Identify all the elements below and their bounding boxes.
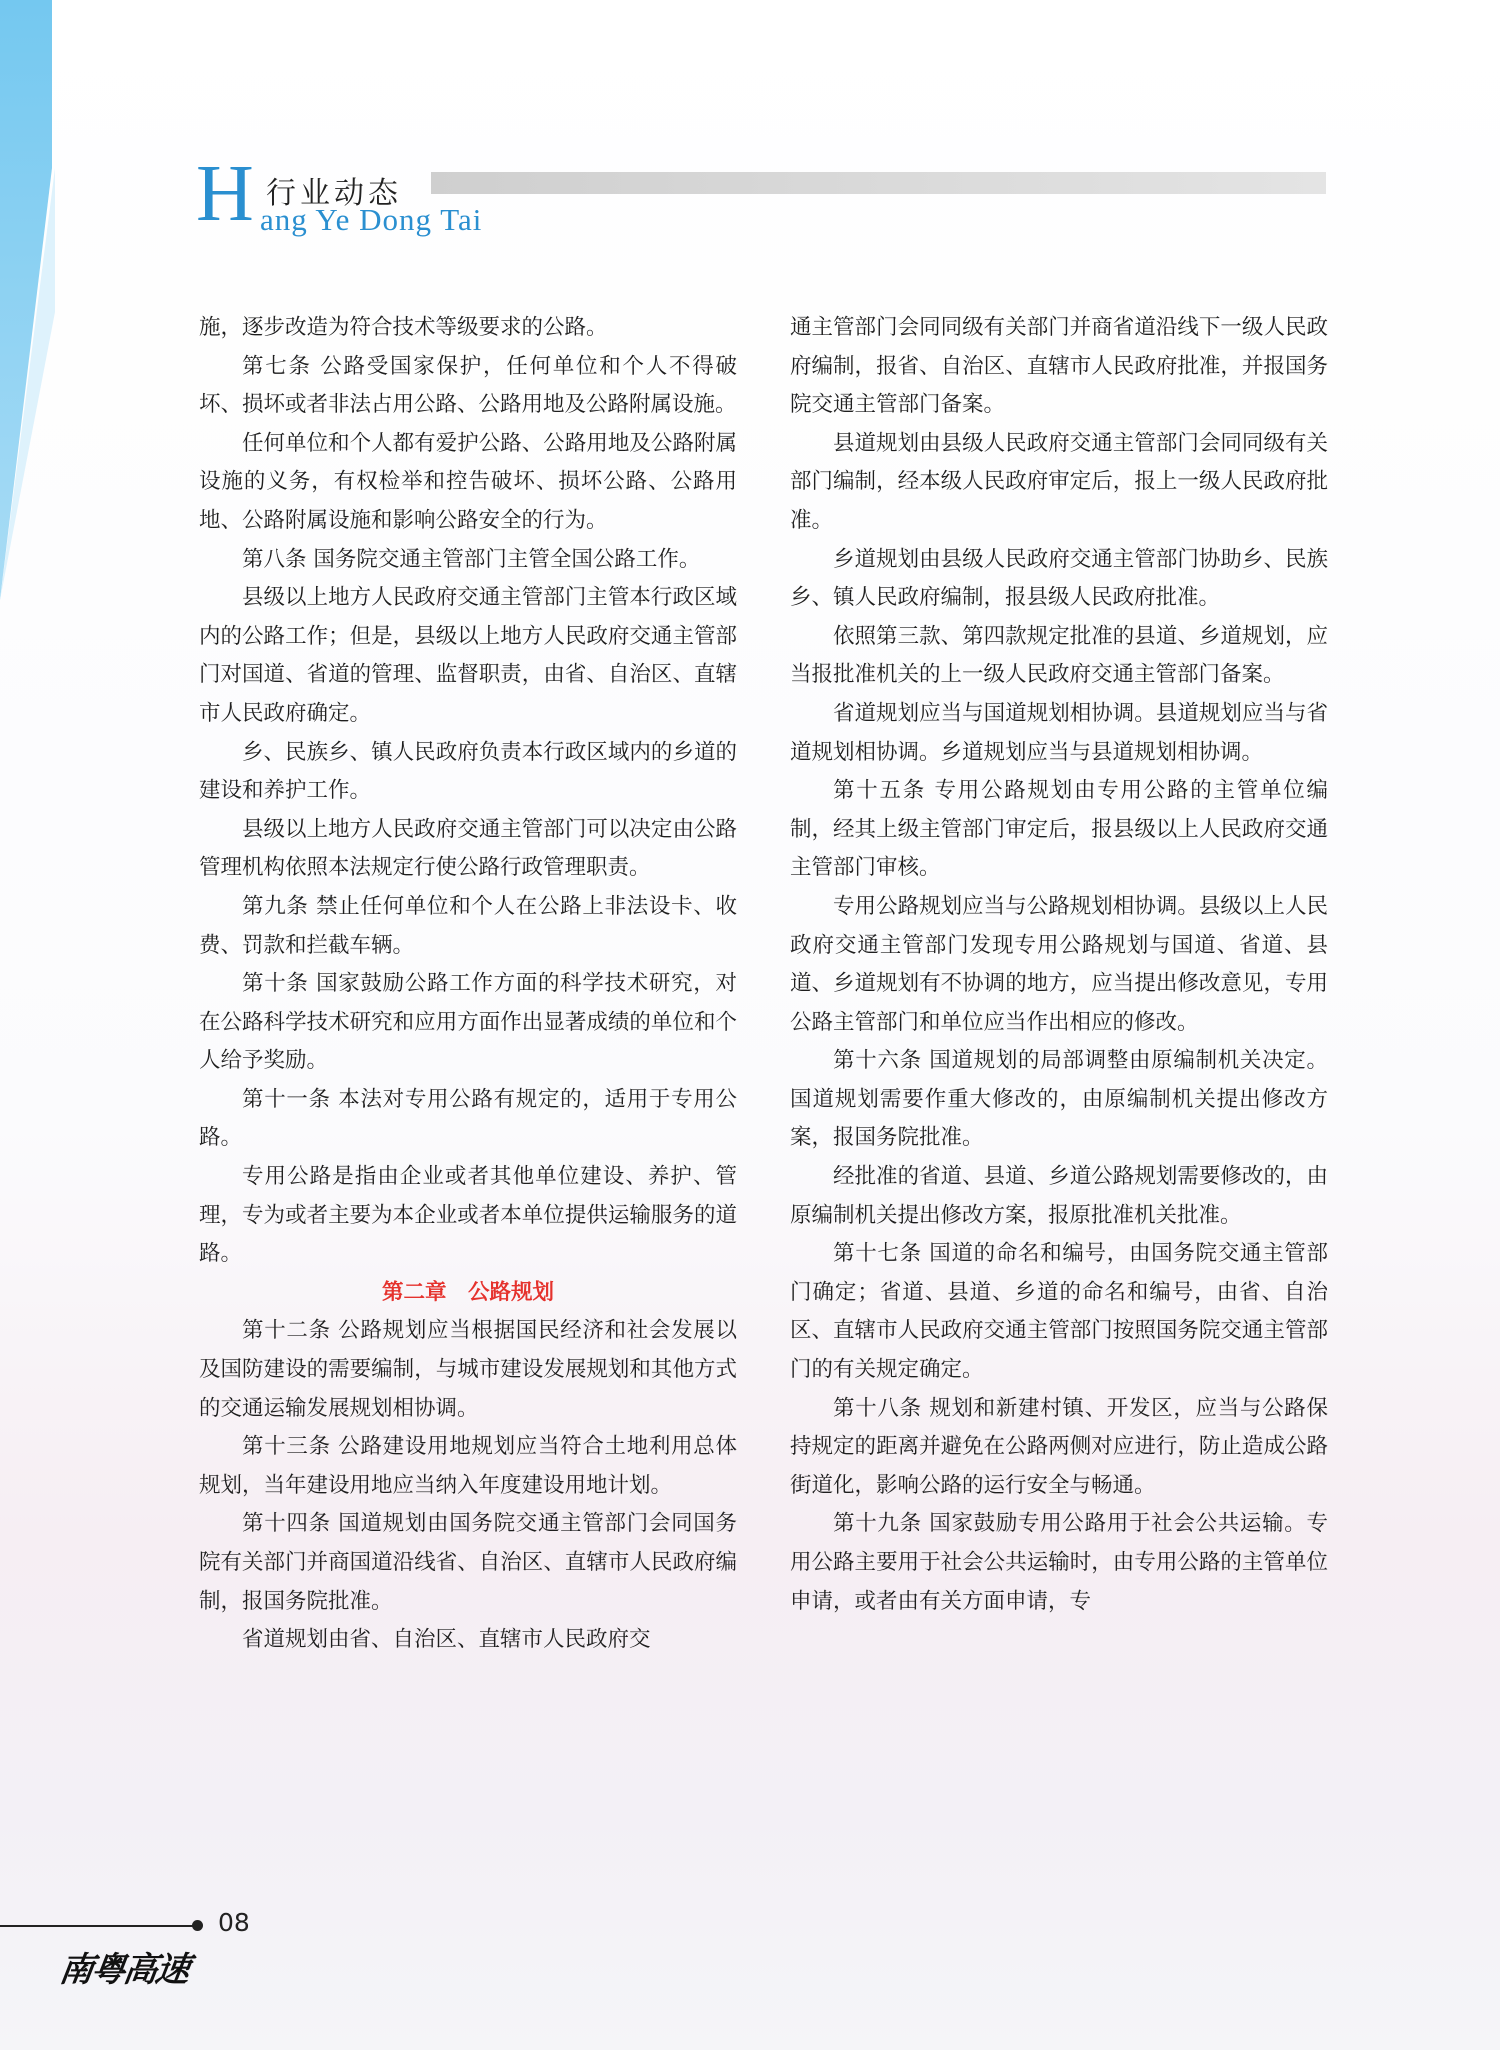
page-number: 08 [218, 1908, 250, 1937]
paragraph: 乡道规划由县级人民政府交通主管部门协助乡、民族乡、镇人民政府编制，报县级人民政府批准。 [790, 546, 1328, 611]
paragraph: 经批准的省道、县道、乡道公路规划需要修改的，由原编制机关提出修改方案，报原批准机关批准。 [790, 1164, 1328, 1228]
paragraph: 第十八条 规划和新建村镇、开发区，应当与公路保持规定的距离并避免在公路两侧对应进行，防止造成公路街道化，影响公路的运行安全与畅通。 [790, 1395, 1328, 1498]
paragraph: 乡、民族乡、镇人民政府负责本行政区域内的乡道的建设和养护工作。 [199, 739, 737, 804]
header-bar [431, 172, 1326, 194]
paragraph: 第十六条 国道规划的局部调整由原编制机关决定。国道规划需要作重大修改的，由原编制机关提出修改方案，报国务院批准。 [790, 1048, 1328, 1151]
paragraph: 第十二条 公路规划应当根据国民经济和社会发展以及国防建设的需要编制，与城市建设发展规划和其他方式的交通运输发展规划相协调。 [199, 1318, 737, 1421]
paragraph: 第九条 禁止任何单位和个人在公路上非法设卡、收费、罚款和拦截车辆。 [199, 893, 737, 958]
paragraph: 第十四条 国道规划由国务院交通主管部门会同国务院有关部门并商国道沿线省、自治区、直辖市人民政府编制，报国务院批准。 [199, 1511, 737, 1614]
paragraph: 专用公路规划应当与公路规划相协调。县级以上人民政府交通主管部门发现专用公路规划与国道、省道、县道、乡道规划有不协调的地方，应当提出修改意见，专用公路主管部门和单位应当作出相应的修改。 [790, 893, 1328, 1035]
paragraph: 第十条 国家鼓励公路工作方面的科学技术研究，对在公路科学技术研究和应用方面作出显著成绩的单位和个人给予奖励。 [199, 971, 737, 1074]
chapter-heading: 第二章 公路规划 [381, 1279, 554, 1305]
header-title-cn: 行业动态 [266, 176, 402, 211]
paragraph: 省道规划由省、自治区、直辖市人民政府交 [242, 1627, 651, 1653]
paragraph: 第十七条 国道的命名和编号，由国务院交通主管部门确定；省道、县道、乡道的命名和编号，由省、自治区、直辖市人民政府交通主管部门按照国务院交通主管部门的有关规定确定。 [790, 1241, 1328, 1383]
paragraph: 任何单位和个人都有爱护公路、公路用地及公路附属设施的义务，有权检举和控告破坏、损坏公路、公路用地、公路附属设施和影响公路安全的行为。 [199, 430, 737, 533]
left-text-column [199, 309, 737, 1660]
paragraph: 省道规划应当与国道规划相协调。县道规划应当与省道规划相协调。乡道规划应当与县道规划相协调。 [790, 700, 1328, 765]
paragraph: 第十九条 国家鼓励专用公路用于社会公共运输。专用公路主要用于社会公共运输时，由专用公路的主管单位申请，或者由有关方面申请，专 [790, 1511, 1328, 1614]
footer-dot [192, 1920, 203, 1931]
paragraph: 县级以上地方人民政府交通主管部门可以决定由公路管理机构依照本法规定行使公路行政管理职责。 [199, 816, 737, 881]
magazine-logo: 南粤高速 [56, 1950, 191, 1990]
paragraph: 依照第三款、第四款规定批准的县道、乡道规划，应当报批准机关的上一级人民政府交通主管部门备案。 [790, 623, 1328, 688]
paragraph: 第十一条 本法对专用公路有规定的，适用于专用公路。 [199, 1086, 737, 1151]
paragraph: 第七条 公路受国家保护，任何单位和个人不得破坏、损坏或者非法占用公路、公路用地及公路附属设施。 [199, 353, 737, 418]
paragraph: 第八条 国务院交通主管部门主管全国公路工作。 [242, 546, 701, 572]
footer-rule [0, 1925, 196, 1927]
section-header [196, 150, 1326, 240]
paragraph: 第十三条 公路建设用地规划应当符合土地利用总体规划，当年建设用地应当纳入年度建设用地计划。 [199, 1434, 737, 1498]
paragraph: 第十五条 专用公路规划由专用公路的主管单位编制，经其上级主管部门审定后，报县级以上人民政府交通主管部门审核。 [790, 778, 1328, 881]
paragraph: 施，逐步改造为符合技术等级要求的公路。 [199, 315, 608, 340]
right-text-column [790, 309, 1328, 1621]
paragraph: 通主管部门会同同级有关部门并商省道沿线下一级人民政府编制，报省、自治区、直辖市人民政府批准，并报国务院交通主管部门备案。 [790, 315, 1328, 418]
paragraph: 专用公路是指由企业或者其他单位建设、养护、管理，专为或者主要为本企业或者本单位提供运输服务的道路。 [199, 1164, 737, 1267]
paragraph: 县道规划由县级人民政府交通主管部门会同同级有关部门编制，经本级人民政府审定后，报上一级人民政府批准。 [790, 430, 1328, 533]
header-title-en: ang Ye Dong Tai [260, 202, 483, 237]
paragraph: 县级以上地方人民政府交通主管部门主管本行政区域内的公路工作；但是，县级以上地方人民政府交通主管部门对国道、省道的管理、监督职责，由省、自治区、直辖市人民政府确定。 [199, 585, 737, 726]
header-initial-letter: H [196, 150, 254, 238]
